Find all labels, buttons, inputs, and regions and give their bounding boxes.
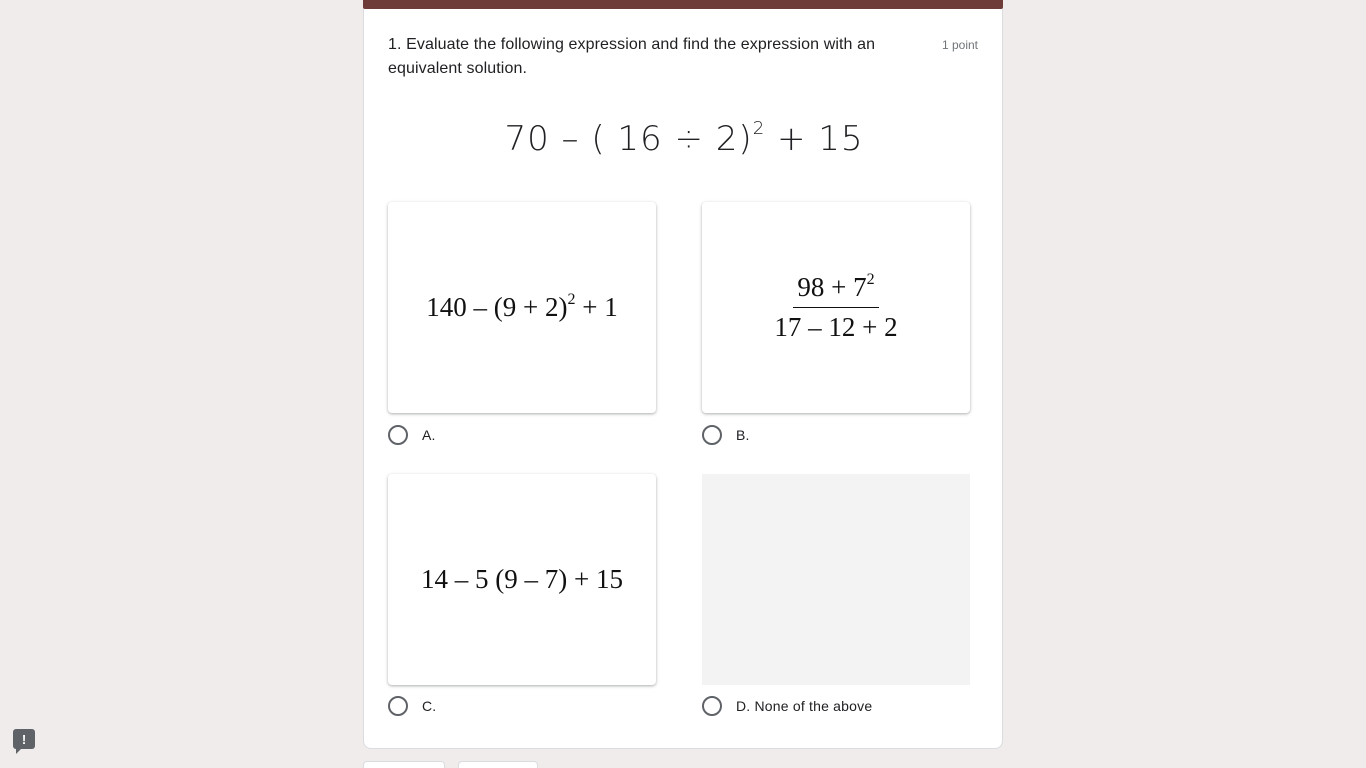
option-c[interactable]	[388, 694, 436, 718]
question-title: 1. Evaluate the following expression and find the expression with an equivalent solution.	[388, 36, 876, 77]
option-c-math: 14 – 5 (9 – 7) + 15	[421, 564, 623, 594]
option-c-label: C.	[422, 698, 437, 714]
report-problem-icon[interactable]: !	[13, 729, 35, 749]
expression-tail: + 15	[765, 119, 864, 159]
option-b-numerator-exponent: 2	[866, 271, 875, 288]
option-d[interactable]	[702, 694, 872, 718]
option-b-numerator	[793, 272, 878, 308]
question-points: 1 point	[941, 38, 978, 52]
option-b[interactable]	[702, 423, 750, 447]
option-a-label: A.	[422, 427, 436, 443]
next-button[interactable]	[458, 761, 538, 768]
option-a-math-tail: + 1	[575, 292, 618, 322]
option-a-math-exponent: 2	[567, 291, 576, 308]
option-a-radio[interactable]	[388, 425, 408, 445]
expression-exponent: 2	[752, 118, 766, 139]
option-c-image[interactable]	[388, 474, 656, 685]
option-d-image-placeholder	[702, 474, 970, 685]
expression-base: 70 – ( 16 ÷ 2)	[504, 119, 753, 159]
option-b-label: B.	[736, 427, 750, 443]
option-b-denominator: 17 – 12 + 2	[774, 312, 898, 342]
form-header-bar	[363, 0, 1003, 9]
option-a-image[interactable]	[388, 202, 656, 413]
option-b-image[interactable]	[702, 202, 970, 413]
option-b-radio[interactable]	[702, 425, 722, 445]
option-c-radio[interactable]	[388, 696, 408, 716]
option-a-math	[426, 292, 617, 323]
question-card	[363, 9, 1003, 749]
option-d-label: D. None of the above	[736, 698, 873, 714]
option-a-math-base: 140 – (9 + 2)	[426, 292, 568, 322]
option-d-radio[interactable]	[702, 696, 722, 716]
option-b-fraction	[770, 272, 901, 343]
question-expression	[364, 119, 1004, 159]
back-button[interactable]	[363, 761, 445, 768]
option-b-numerator-base: 98 + 7	[797, 272, 867, 302]
option-a[interactable]	[388, 423, 436, 447]
